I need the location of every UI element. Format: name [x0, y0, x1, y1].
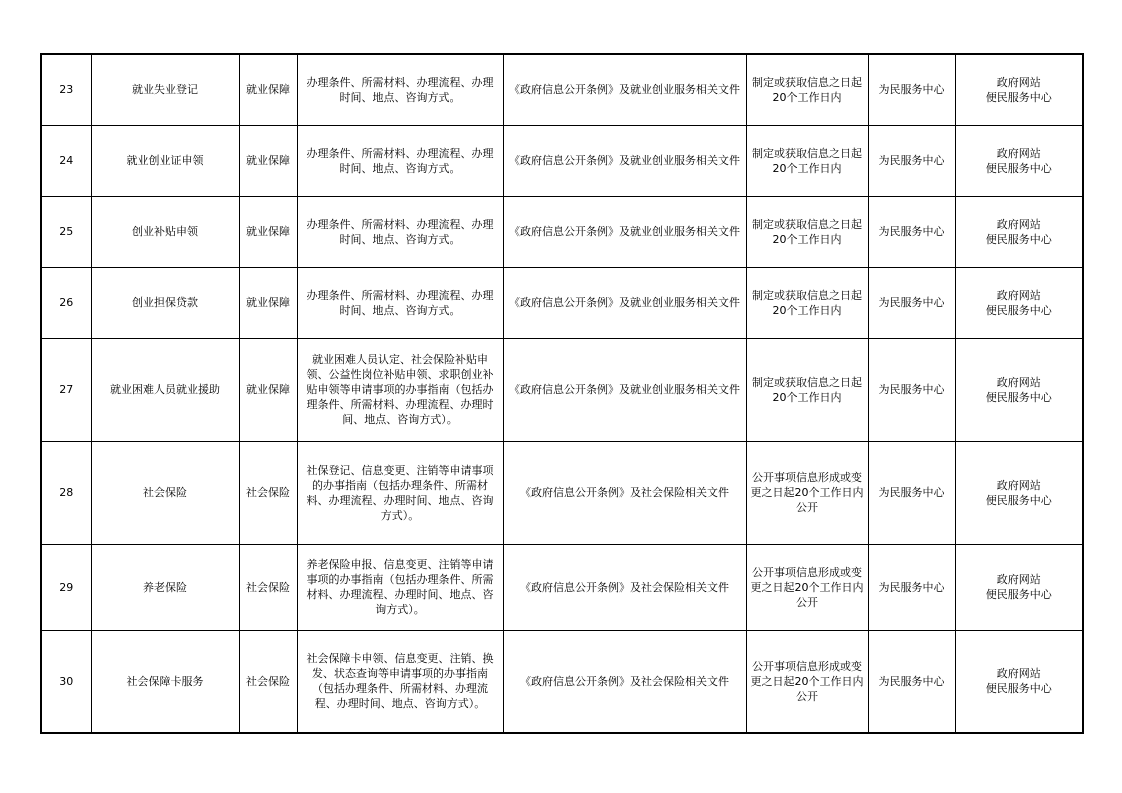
disclosure-content: 就业困难人员认定、社会保险补贴申领、公益性岗位补贴申领、求职创业补贴申领等申请事项的办事指南（包括办理条件、所需材料、办理流程、办理时间、地点、咨询方式）。 [297, 338, 503, 441]
disclosure-basis: 《政府信息公开条例》及就业创业服务相关文件 [503, 125, 746, 196]
table-row [41, 544, 1083, 630]
item-name: 社会保险 [91, 441, 239, 544]
disclosure-basis: 《政府信息公开条例》及社会保险相关文件 [503, 441, 746, 544]
disclosure-table [40, 53, 1084, 734]
disclosure-channel [955, 441, 1083, 544]
disclosure-basis: 《政府信息公开条例》及社会保险相关文件 [503, 630, 746, 733]
disclosure-channel [955, 630, 1083, 733]
disclosure-content: 养老保险申报、信息变更、注销等申请事项的办事指南（包括办理条件、所需材料、办理流程、办理时间、地点、咨询方式）。 [297, 544, 503, 630]
disclosure-subject: 为民服务中心 [868, 441, 955, 544]
table-row [41, 441, 1083, 544]
row-number: 28 [41, 441, 91, 544]
disclosure-time: 制定或获取信息之日起20个工作日内 [746, 54, 868, 125]
item-name: 就业困难人员就业援助 [91, 338, 239, 441]
channel-line-2: 便民服务中心 [985, 161, 1052, 175]
channel-line-2: 便民服务中心 [985, 493, 1052, 507]
disclosure-time: 公开事项信息形成或变更之日起20个工作日内公开 [746, 630, 868, 733]
table-row [41, 338, 1083, 441]
disclosure-time: 制定或获取信息之日起20个工作日内 [746, 196, 868, 267]
row-number: 27 [41, 338, 91, 441]
table-row [41, 196, 1083, 267]
channel-line-1: 政府网站 [996, 288, 1041, 302]
row-number: 29 [41, 544, 91, 630]
disclosure-subject: 为民服务中心 [868, 54, 955, 125]
disclosure-channel [955, 196, 1083, 267]
disclosure-time: 公开事项信息形成或变更之日起20个工作日内公开 [746, 544, 868, 630]
disclosure-channel [955, 267, 1083, 338]
category: 社会保险 [239, 630, 297, 733]
channel-line-2: 便民服务中心 [985, 232, 1052, 246]
channel-line-1: 政府网站 [996, 478, 1041, 492]
disclosure-basis: 《政府信息公开条例》及就业创业服务相关文件 [503, 338, 746, 441]
disclosure-time: 制定或获取信息之日起20个工作日内 [746, 267, 868, 338]
channel-line-2: 便民服务中心 [985, 588, 1052, 601]
category: 就业保障 [239, 54, 297, 125]
table-row [41, 267, 1083, 338]
table-row [41, 630, 1083, 733]
channel-line-1: 政府网站 [996, 667, 1041, 681]
disclosure-subject: 为民服务中心 [868, 630, 955, 733]
channel-line-1: 政府网站 [996, 217, 1041, 231]
channel-line-2: 便民服务中心 [985, 682, 1052, 696]
channel-line-1: 政府网站 [996, 146, 1041, 160]
category: 就业保障 [239, 338, 297, 441]
channel-line-2: 便民服务中心 [985, 390, 1052, 404]
table-row [41, 54, 1083, 125]
channel-line-2: 便民服务中心 [985, 90, 1052, 104]
disclosure-content: 办理条件、所需材料、办理流程、办理时间、地点、咨询方式。 [297, 196, 503, 267]
disclosure-channel [955, 54, 1083, 125]
disclosure-basis: 《政府信息公开条例》及就业创业服务相关文件 [503, 54, 746, 125]
item-name: 创业补贴申领 [91, 196, 239, 267]
disclosure-channel [955, 125, 1083, 196]
channel-line-2: 便民服务中心 [985, 303, 1052, 317]
item-name: 创业担保贷款 [91, 267, 239, 338]
disclosure-channel [955, 544, 1083, 630]
channel-line-1: 政府网站 [996, 375, 1041, 389]
category: 社会保险 [239, 441, 297, 544]
item-name: 养老保险 [91, 544, 239, 630]
category: 社会保险 [239, 544, 297, 630]
row-number: 23 [41, 54, 91, 125]
disclosure-subject: 为民服务中心 [868, 267, 955, 338]
item-name: 就业失业登记 [91, 54, 239, 125]
row-number: 26 [41, 267, 91, 338]
disclosure-basis: 《政府信息公开条例》及就业创业服务相关文件 [503, 267, 746, 338]
row-number: 24 [41, 125, 91, 196]
disclosure-subject: 为民服务中心 [868, 196, 955, 267]
category: 就业保障 [239, 196, 297, 267]
disclosure-channel [955, 338, 1083, 441]
item-name: 就业创业证申领 [91, 125, 239, 196]
disclosure-content: 办理条件、所需材料、办理流程、办理时间、地点、咨询方式。 [297, 54, 503, 125]
disclosure-content: 办理条件、所需材料、办理流程、办理时间、地点、咨询方式。 [297, 125, 503, 196]
category: 就业保障 [239, 125, 297, 196]
item-name: 社会保障卡服务 [91, 630, 239, 733]
channel-line-1: 政府网站 [996, 75, 1041, 89]
disclosure-time: 制定或获取信息之日起20个工作日内 [746, 125, 868, 196]
table-row [41, 125, 1083, 196]
row-number: 25 [41, 196, 91, 267]
disclosure-subject: 为民服务中心 [868, 544, 955, 630]
disclosure-subject: 为民服务中心 [868, 125, 955, 196]
disclosure-time: 公开事项信息形成或变更之日起20个工作日内公开 [746, 441, 868, 544]
disclosure-content: 社会保障卡申领、信息变更、注销、换发、状态查询等申请事项的办事指南（包括办理条件、所需材料、办理流程、办理时间、地点、咨询方式）。 [297, 630, 503, 733]
row-number: 30 [41, 630, 91, 733]
disclosure-content: 办理条件、所需材料、办理流程、办理时间、地点、咨询方式。 [297, 267, 503, 338]
disclosure-time: 制定或获取信息之日起20个工作日内 [746, 338, 868, 441]
disclosure-basis: 《政府信息公开条例》及社会保险相关文件 [503, 544, 746, 630]
channel-line-1: 政府网站 [996, 573, 1041, 586]
category: 就业保障 [239, 267, 297, 338]
disclosure-basis: 《政府信息公开条例》及就业创业服务相关文件 [503, 196, 746, 267]
disclosure-content: 社保登记、信息变更、注销等申请事项的办事指南（包括办理条件、所需材料、办理流程、办理时间、地点、咨询方式）。 [297, 441, 503, 544]
disclosure-subject: 为民服务中心 [868, 338, 955, 441]
